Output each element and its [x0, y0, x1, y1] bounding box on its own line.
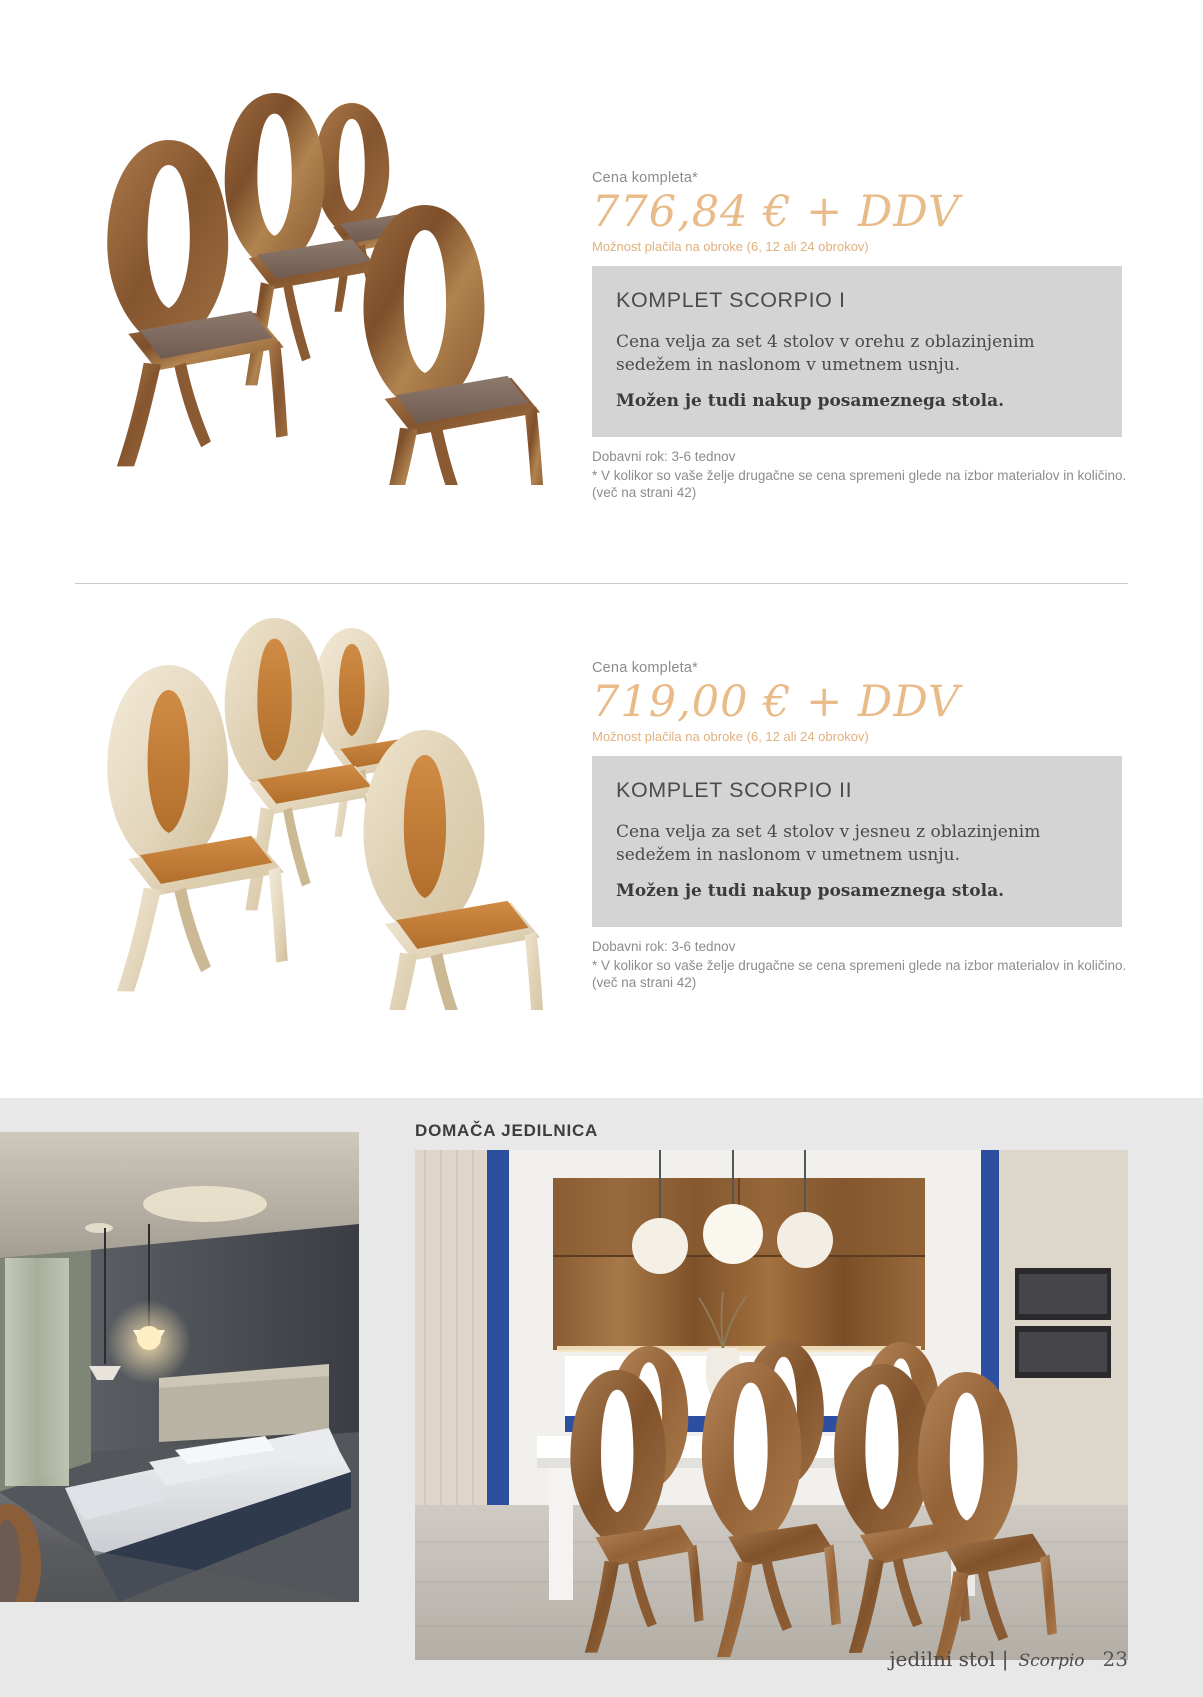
- product-image-scorpio-1: [75, 85, 545, 485]
- price-footnote: * V kolikor so vaše želje drugačne se cena spremeni glede na izbor materialov in količino. (več na strani 42): [592, 957, 1127, 990]
- product-image-scorpio-2: [75, 610, 545, 1010]
- kit-description-highlight: Možen je tudi nakup posameznega stola.: [616, 880, 1005, 901]
- kit-title: KOMPLET SCORPIO II: [616, 778, 853, 803]
- installments-note: Možnost plačila na obroke (6, 12 ali 24 obrokov): [592, 729, 869, 745]
- page-number: 23: [1102, 1647, 1128, 1671]
- price-label: Cena kompleta*: [592, 660, 698, 676]
- gallery-section: [0, 1098, 1203, 1697]
- bedroom-photo: [0, 1132, 359, 1602]
- price-value: 719,00 € + DDV: [592, 677, 961, 727]
- footer-label: jedilni stol |: [889, 1647, 1009, 1671]
- kit-panel: [592, 266, 1122, 436]
- price-footnote: * V kolikor so vaše želje drugačne se cena spremeni glede na izbor materialov in količino. (več na strani 42): [592, 467, 1127, 500]
- price-label: Cena kompleta*: [592, 170, 698, 186]
- dining-room-photo: [415, 1150, 1128, 1660]
- product-info-scorpio-2: [592, 660, 1127, 991]
- product-info-scorpio-1: [592, 170, 1127, 501]
- page-footer: [889, 1647, 1128, 1671]
- kit-description-highlight: Možen je tudi nakup posameznega stola.: [616, 390, 1005, 411]
- kit-title: KOMPLET SCORPIO I: [616, 288, 846, 313]
- kit-description: Cena velja za set 4 stolov v orehu z oblazinjenim sedežem in naslonom v umetnem usnju.: [616, 332, 1035, 376]
- kit-description: Cena velja za set 4 stolov v jesneu z oblazinjenim sedežem in naslonom v umetnem usnju.: [616, 822, 1041, 866]
- kit-panel: [592, 756, 1122, 926]
- installments-note: Možnost plačila na obroke (6, 12 ali 24 obrokov): [592, 239, 869, 255]
- gallery-title: DOMAČA JEDILNICA: [415, 1121, 599, 1140]
- brand-logo: Scorpio: [1018, 1651, 1085, 1671]
- product-block-scorpio-2: [0, 565, 1203, 1055]
- delivery-time: Dobavni rok: 3-6 tednov: [592, 448, 736, 464]
- price-value: 776,84 € + DDV: [592, 187, 961, 237]
- delivery-time: Dobavni rok: 3-6 tednov: [592, 938, 736, 954]
- product-block-scorpio-1: [0, 40, 1203, 540]
